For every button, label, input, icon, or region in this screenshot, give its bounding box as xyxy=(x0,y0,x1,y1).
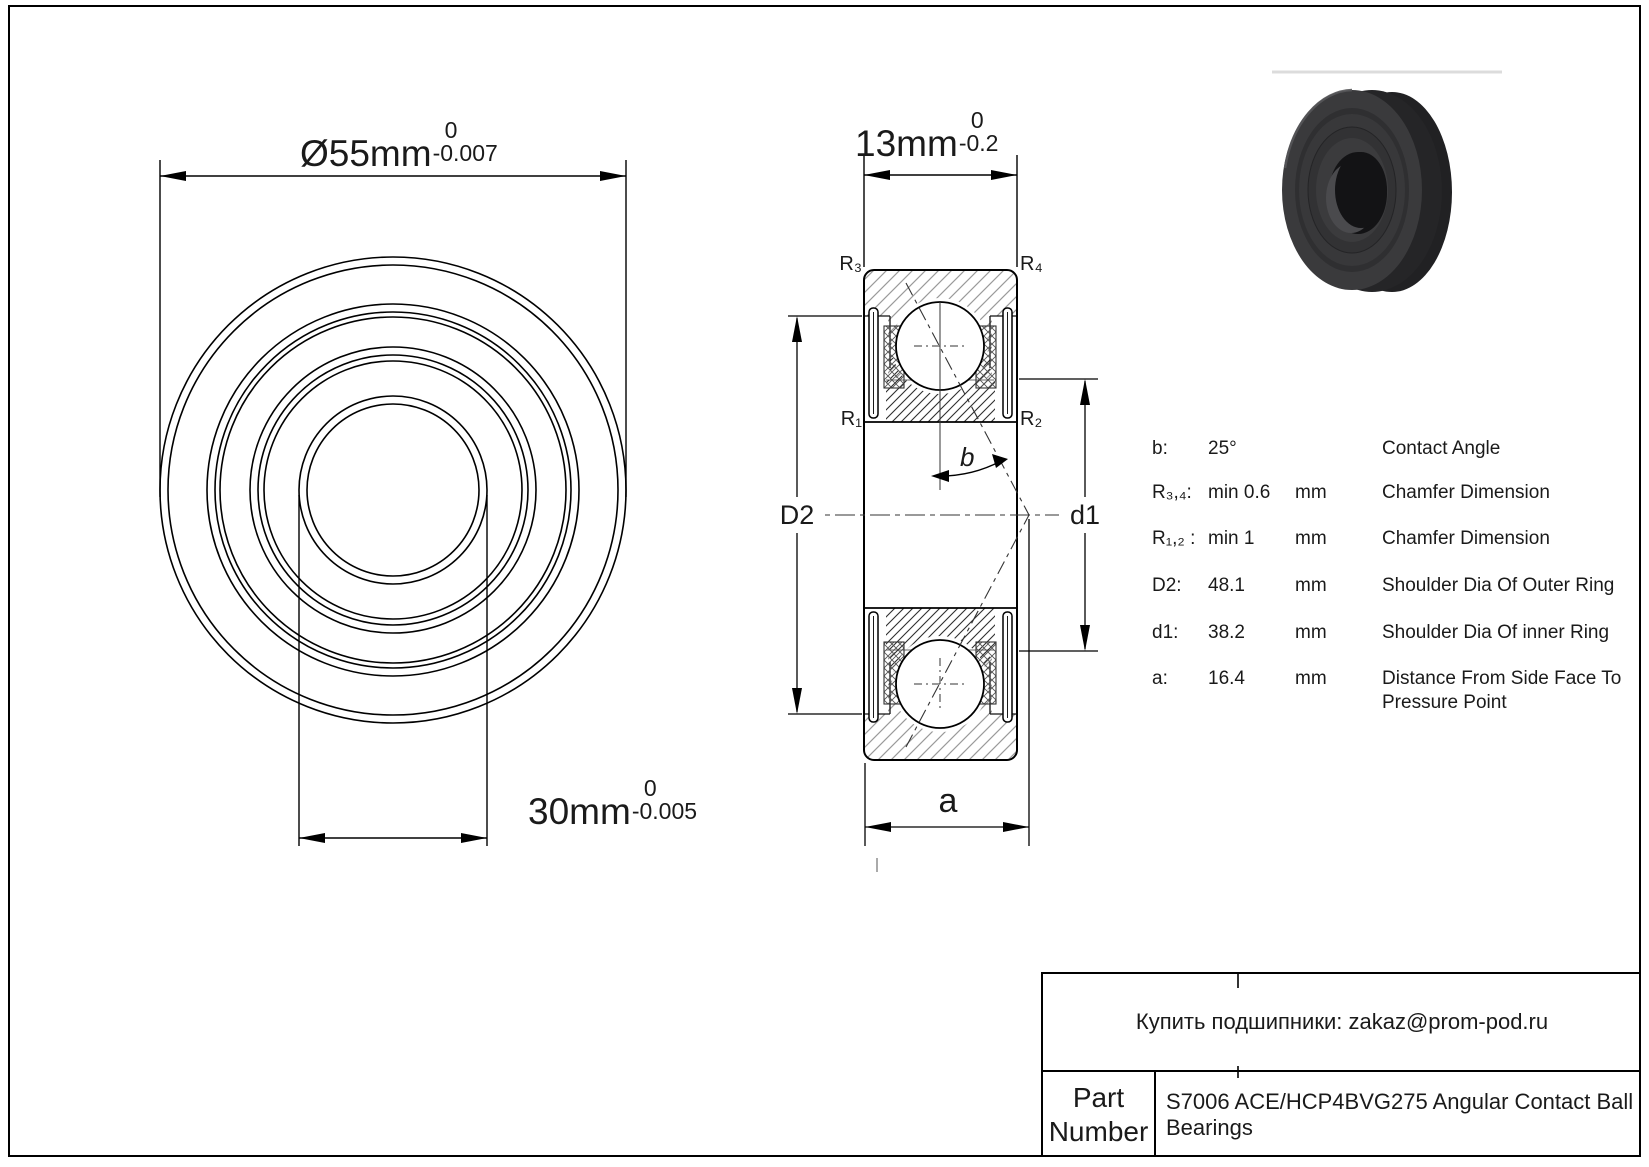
chamfer-label-r4: R₄ xyxy=(1020,253,1043,275)
spec-value: min 0.6 xyxy=(1208,482,1271,503)
spec-row-chamfer-12 xyxy=(1152,527,1649,553)
inner-shoulder-label: d1 xyxy=(1059,500,1111,531)
spec-unit: mm xyxy=(1295,622,1327,643)
spec-label: b: xyxy=(1152,438,1168,459)
title-block xyxy=(1041,972,1641,1157)
tolerance-lower: -0.005 xyxy=(631,798,698,824)
spec-row-contact-angle xyxy=(1152,437,1649,463)
tolerance-lower: -0.2 xyxy=(958,130,999,156)
outer-shoulder-label: D2 xyxy=(771,500,823,531)
dimension-value: 13mm xyxy=(855,123,958,164)
spec-value: 25° xyxy=(1208,438,1237,459)
spec-description-line2: Pressure Point xyxy=(1382,692,1507,713)
tolerance-upper: 0 xyxy=(970,107,984,133)
spec-value: 48.1 xyxy=(1208,575,1245,596)
spec-row-inner-shoulder xyxy=(1152,621,1649,647)
spec-label: D2: xyxy=(1152,575,1182,596)
spec-row-outer-shoulder xyxy=(1152,574,1649,600)
section-width-dimension xyxy=(855,107,1014,165)
part-number-label: Part Number xyxy=(1043,1072,1156,1157)
spec-unit: mm xyxy=(1295,482,1327,503)
spec-row-pressure-distance xyxy=(1152,667,1649,713)
spec-description: Chamfer Dimension xyxy=(1382,528,1550,549)
spec-label: R₃,₄: xyxy=(1152,482,1192,503)
tolerance-upper: 0 xyxy=(444,117,458,143)
spec-unit: mm xyxy=(1295,668,1327,689)
front-bore-dimension xyxy=(528,775,709,833)
spec-description: Contact Angle xyxy=(1382,438,1501,459)
bearing-photo xyxy=(1272,72,1502,292)
tolerance-upper: 0 xyxy=(643,775,657,801)
spec-value: 16.4 xyxy=(1208,668,1245,689)
part-number-value: S7006 ACE/HCP4BVG275 Angular Contact Ball Bearings xyxy=(1166,1088,1634,1140)
spec-label: a: xyxy=(1152,668,1168,689)
spec-description: Shoulder Dia Of Outer Ring xyxy=(1382,575,1615,596)
pressure-distance-label: a xyxy=(938,782,958,820)
dimension-value: Ø55mm xyxy=(300,133,432,174)
spec-description: Distance From Side Face To xyxy=(1382,668,1622,689)
spec-value: 38.2 xyxy=(1208,622,1245,643)
spec-description: Shoulder Dia Of inner Ring xyxy=(1382,622,1610,643)
tolerance-lower: -0.007 xyxy=(432,140,498,166)
front-view-drawing xyxy=(160,160,626,846)
spec-unit: mm xyxy=(1295,575,1327,596)
contact-info: Купить подшипники: zakaz@prom-pod.ru xyxy=(1043,974,1641,1072)
front-outer-dimension xyxy=(300,117,510,175)
spec-label: R₁,₂ : xyxy=(1152,528,1196,549)
chamfer-label-r2: R₂ xyxy=(1020,408,1043,430)
chamfer-label-r1: R₁ xyxy=(840,408,862,430)
dimension-value: 30mm xyxy=(528,791,631,832)
spec-value: min 1 xyxy=(1208,528,1255,549)
spec-description: Chamfer Dimension xyxy=(1382,482,1550,503)
spec-label: d1: xyxy=(1152,622,1179,643)
spec-row-chamfer-34 xyxy=(1152,481,1649,507)
spec-unit: mm xyxy=(1295,528,1327,549)
contact-angle-label: b xyxy=(960,442,975,472)
chamfer-label-r3: R₃ xyxy=(839,253,862,275)
